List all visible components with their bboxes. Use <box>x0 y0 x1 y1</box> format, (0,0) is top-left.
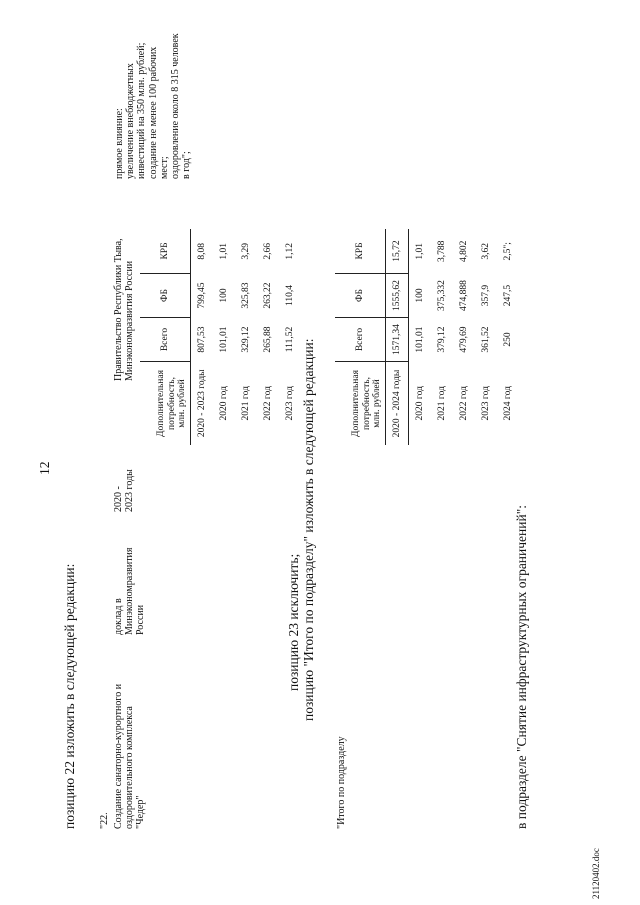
row-krb: 1,01 <box>415 242 425 260</box>
row-period: 2024 год <box>503 386 513 421</box>
row-krb: 15,72 <box>386 229 409 274</box>
row-krb: 1,01 <box>219 242 229 260</box>
row-period: 2020 - 2023 годы <box>197 369 207 438</box>
table-row <box>409 229 432 445</box>
header-need: Дополнительная потребность, млн. рублей <box>335 362 386 446</box>
row-fb: 357,9 <box>481 284 491 307</box>
row-krb: 3,788 <box>437 240 447 262</box>
table-row <box>453 229 475 445</box>
header-total: Всего <box>140 318 191 362</box>
table-row <box>213 229 235 445</box>
row-period: 2021 год <box>241 386 251 421</box>
row-fb: 100 <box>415 288 425 303</box>
footer-file-code: 21120402.doc <box>591 848 601 899</box>
position-22-period: 2020 - 2023 годы <box>113 469 136 512</box>
position-22-effect: прямое влияние: увеличение внебюджетных инвестиций на 350 млн. рублей; создание не менее 100 рабочих мест; оздоровление около 8 315 человек в год"; <box>114 33 193 179</box>
position-22-number: "22. <box>99 812 110 829</box>
header-fb: ФБ <box>140 274 191 318</box>
position-22-name: Создание санаторно-курортного и оздоровительного комплекса "Чедер" <box>113 683 147 829</box>
position-22-funding-table <box>140 229 301 445</box>
row-fb: 474,888 <box>459 280 469 311</box>
table-row <box>475 229 497 445</box>
position-22-responsible: Правительство Республики Тыва, Минэкономразвития России <box>113 238 136 381</box>
row-total: 329,12 <box>241 326 251 353</box>
instruction-subsection: в подразделе "Снятие инфраструктурных ограничений": <box>514 505 529 829</box>
position-22-document: доклад в Минэкономразвития России <box>113 547 147 635</box>
row-fb: 110,4 <box>285 284 295 307</box>
row-fb: 375,332 <box>437 280 447 311</box>
table-header-row <box>140 229 191 445</box>
row-fb: 1555,62 <box>386 274 409 318</box>
total-label: "Итого по подразделу <box>336 736 347 829</box>
row-fb: 799,45 <box>197 282 207 309</box>
page-number: 12 <box>37 461 52 475</box>
row-fb: 325,83 <box>241 282 251 309</box>
row-period: 2023 год <box>285 386 295 421</box>
row-total: 101,01 <box>415 326 425 353</box>
row-krb: 3,62 <box>481 242 491 260</box>
row-total: 250 <box>503 332 513 347</box>
total-funding-table <box>335 229 519 445</box>
row-total: 807,53 <box>197 326 207 353</box>
row-period: 2020 год <box>219 386 229 421</box>
row-krb: 4,802 <box>459 240 469 262</box>
row-period: 2020 - 2024 годы <box>386 362 409 446</box>
row-period: 2023 год <box>481 386 491 421</box>
row-period: 2021 год <box>437 386 447 421</box>
row-total: 379,12 <box>437 326 447 353</box>
instruction-total: позицию "Итого по подразделу" изложить в следующей редакции: <box>301 338 316 721</box>
row-total: 479,69 <box>459 326 469 353</box>
header-krb: КРБ <box>335 229 386 274</box>
table-row <box>257 229 279 445</box>
header-krb: КРБ <box>140 229 191 274</box>
table-row <box>235 229 257 445</box>
row-krb: 2,66 <box>263 242 273 260</box>
instruction-exclude-23: позицию 23 исключить; <box>286 553 301 691</box>
header-fb: ФБ <box>335 274 386 318</box>
row-krb: 3,29 <box>241 242 251 260</box>
table-header-row <box>335 229 386 445</box>
row-total: 101,01 <box>219 326 229 353</box>
row-period: 2022 год <box>263 386 273 421</box>
table-row <box>386 229 409 445</box>
row-fb: 263,22 <box>263 282 273 309</box>
row-total: 1571,34 <box>386 318 409 362</box>
row-total: 361,52 <box>481 326 491 353</box>
table-row <box>497 229 519 445</box>
row-krb: 2,5"; <box>503 242 513 261</box>
table-row <box>279 229 301 445</box>
row-period: 2020 год <box>415 386 425 421</box>
header-need: Дополнительная потребность, млн. рублей <box>140 362 191 446</box>
instruction-position-22: позицию 22 изложить в следующей редакции: <box>62 563 77 829</box>
row-total: 111,52 <box>285 326 295 353</box>
row-krb: 8,08 <box>197 242 207 260</box>
table-row <box>431 229 453 445</box>
row-fb: 247,5 <box>503 284 513 307</box>
table-row <box>191 229 214 445</box>
row-total: 265,88 <box>263 326 273 353</box>
row-period: 2022 год <box>459 386 469 421</box>
row-fb: 100 <box>219 288 229 303</box>
row-krb: 1,12 <box>285 242 295 260</box>
header-total: Всего <box>335 318 386 362</box>
